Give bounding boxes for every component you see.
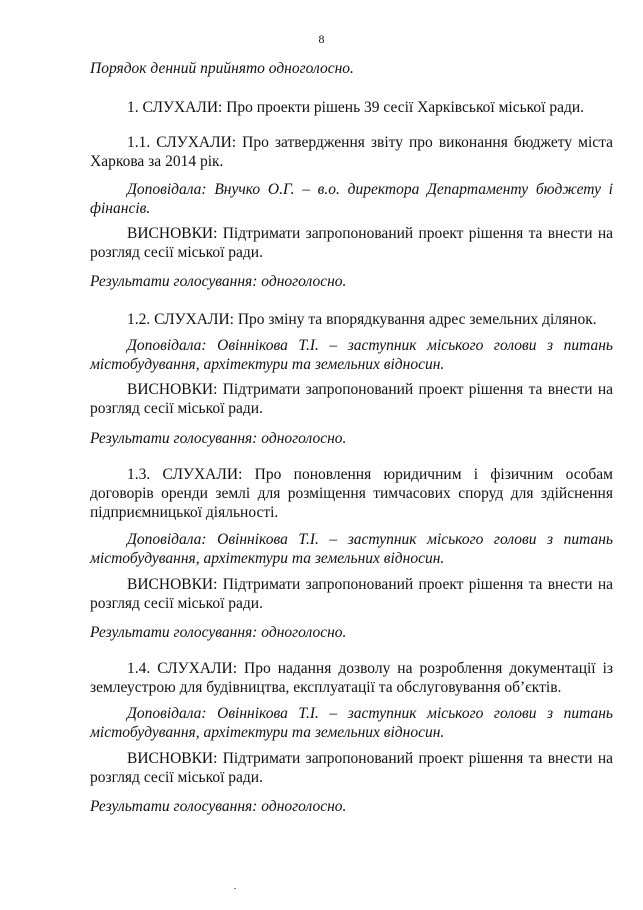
item-1-heard: 1. СЛУХАЛИ: Про проекти рішень 39 сесії Харківської міської ради.: [127, 99, 585, 116]
item-1-1-speaker: Доповідала: Внучко О.Г. – в.о. директора Департаменту бюджету і фінансів.: [90, 181, 613, 217]
item-1-2-heard: 1.2. СЛУХАЛИ: Про зміну та впорядкування адрес земельних ділянок.: [127, 311, 597, 328]
item-1-4-result: Результати голосування: одноголосно.: [90, 798, 347, 815]
scan-speck: [234, 888, 236, 889]
item-1-2-conclusion: ВИСНОВКИ: Підтримати запропонований проект рішення та внести на розгляд сесії міської ради.: [90, 381, 613, 417]
item-1-3-heard: 1.3. СЛУХАЛИ: Про поновлення юридичним і фізичним особам договорів оренди землі для розміщення тимчасових споруд для здійснення підприємницької діяльності.: [90, 466, 613, 521]
item-1-3-conclusion: ВИСНОВКИ: Підтримати запропонований проект рішення та внести на розгляд сесії міської ради.: [90, 576, 613, 612]
item-1-1-result: Результати голосування: одноголосно.: [90, 273, 347, 290]
item-1-3-result: Результати голосування: одноголосно.: [90, 624, 347, 641]
item-1-1-heard: 1.1. СЛУХАЛИ: Про затвердження звіту про виконання бюджету міста Харкова за 2014 рік.: [90, 134, 613, 170]
item-1-2-result: Результати голосування: одноголосно.: [90, 430, 347, 447]
item-1-4-heard: 1.4. СЛУХАЛИ: Про надання дозволу на розроблення документації із землеустрою для будівництва, експлуатації та обслуговування об’єктів.: [90, 660, 613, 696]
page-number: 8: [318, 32, 325, 46]
item-1-4-speaker: Доповідала: Овіннікова Т.І. – заступник міського голови з питань містобудування, архітектури та земельних відносин.: [90, 705, 613, 741]
item-1-3-speaker: Доповідала: Овіннікова Т.І. – заступник міського голови з питань містобудування, архітектури та земельних відносин.: [90, 531, 613, 567]
agenda-approved-note: Порядок денний прийнято одноголосно.: [90, 60, 354, 77]
item-1-1-conclusion: ВИСНОВКИ: Підтримати запропонований проект рішення та внести на розгляд сесії міської ради.: [90, 225, 613, 261]
item-1-4-conclusion: ВИСНОВКИ: Підтримати запропонований проект рішення та внести на розгляд сесії міської ради.: [90, 750, 613, 786]
item-1-2-speaker: Доповідала: Овіннікова Т.І. – заступник міського голови з питань містобудування, архітектури та земельних відносин.: [90, 337, 613, 373]
